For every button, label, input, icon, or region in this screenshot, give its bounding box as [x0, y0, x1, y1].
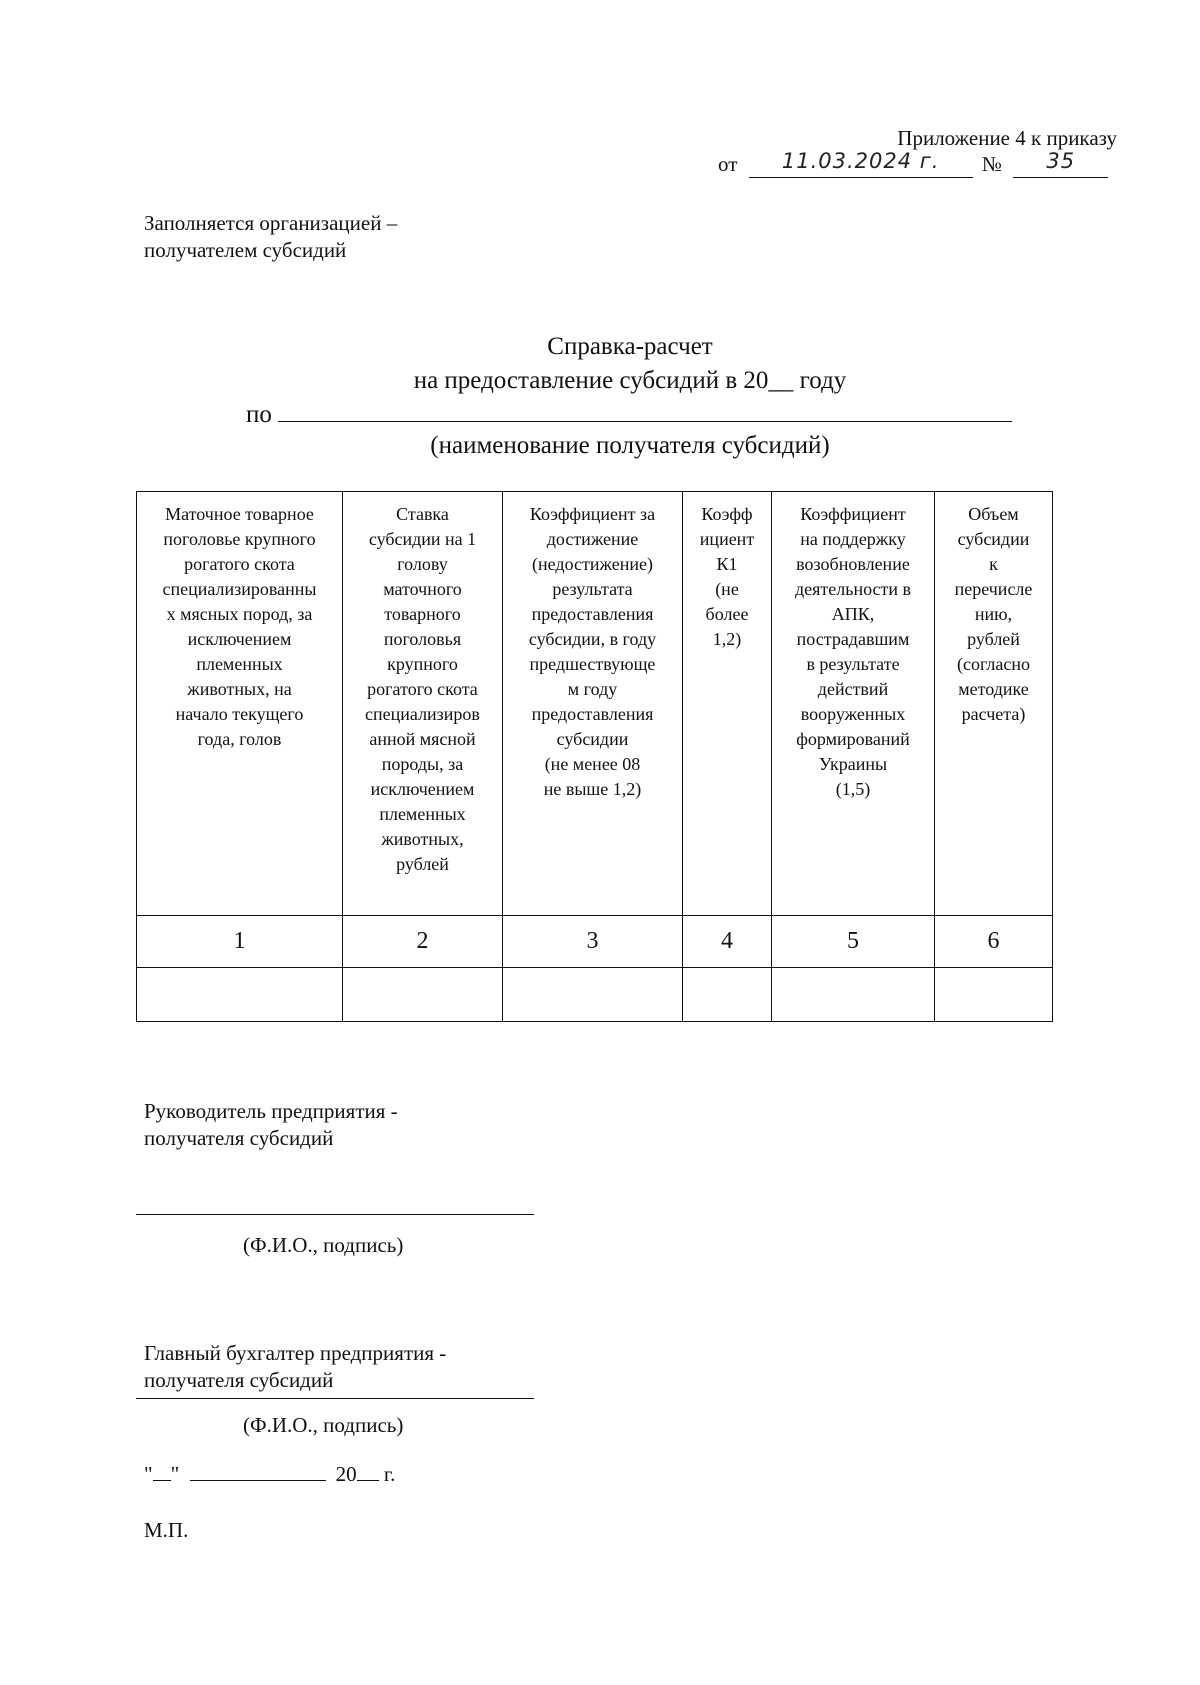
header-text-line: специализированны — [162, 579, 317, 599]
header-text-line: нию, — [974, 604, 1013, 624]
table-column-numbers-row — [137, 916, 1053, 968]
filler-note-line: получателем субсидий — [144, 238, 347, 262]
header-text-line: начало текущего — [175, 704, 304, 724]
header-text-line: к — [989, 554, 998, 574]
header-text-line: предоставления — [531, 604, 654, 624]
header-text-line: вооруженных — [800, 704, 906, 724]
header-text-line: рублей — [967, 629, 1020, 649]
header-text-line: рогатого скота — [367, 679, 478, 699]
recipient-name-field[interactable] — [278, 400, 1012, 422]
data-cell-support-coefficient[interactable] — [772, 968, 935, 1022]
header-text-line: Коэффициент — [800, 504, 906, 524]
table-header-row — [137, 492, 1053, 916]
calculation-table — [136, 491, 1053, 1022]
data-cell-subsidy-rate[interactable] — [343, 968, 503, 1022]
column-number: 3 — [503, 916, 683, 968]
header-text-line: предшествующе — [529, 654, 656, 674]
header-text-line: АПК, — [831, 604, 875, 624]
recipient-po-label: по — [246, 401, 272, 428]
table-data-row — [137, 968, 1053, 1022]
header-text-line: не выше 1,2) — [543, 779, 642, 799]
header-text-line: маточного — [383, 579, 462, 599]
header-text-line: 1,2) — [712, 629, 742, 649]
recipient-line — [246, 400, 1012, 429]
header-text-line: пострадавшим — [796, 629, 910, 649]
header-text-line: ициент — [699, 529, 755, 549]
header-text-line: товарного — [384, 604, 461, 624]
header-cell-achievement-coefficient — [503, 492, 683, 916]
head-signature-caption: (Ф.И.О., подпись) — [243, 1233, 404, 1257]
header-text-line: (не менее 08 — [544, 754, 641, 774]
header-text-line: более — [705, 604, 749, 624]
header-text-line: Маточное товарное — [165, 504, 314, 524]
header-cell-livestock-count — [137, 492, 343, 916]
header-text-line: субсидии, в году — [528, 629, 657, 649]
header-text-line: методике — [958, 679, 1029, 699]
order-number-field[interactable] — [1013, 149, 1108, 178]
header-text-line: м году — [567, 679, 618, 699]
accountant-title-line: Главный бухгалтер предприятия - — [144, 1341, 447, 1365]
header-text-line: Коэфф — [701, 504, 753, 524]
date-close-quote: " — [170, 1462, 180, 1486]
accountant-title-line: получателя субсидий — [144, 1368, 334, 1392]
accountant-signature-field[interactable] — [136, 1398, 534, 1399]
filler-note-line: Заполняется организацией – — [144, 211, 398, 235]
header-text-line: анной мясной — [369, 729, 476, 749]
document-title: Справка-расчет — [547, 333, 713, 360]
header-text-line: субсидии на 1 — [368, 529, 477, 549]
header-text-line: специализиров — [365, 704, 480, 724]
order-from-label: от — [718, 152, 738, 176]
order-date-field[interactable] — [749, 149, 973, 178]
date-year-suffix: г. — [383, 1462, 396, 1486]
header-cell-subsidy-rate — [343, 492, 503, 916]
accountant-signature-caption: (Ф.И.О., подпись) — [243, 1413, 404, 1437]
header-text-line: субсидии — [556, 729, 629, 749]
header-text-line: субсидии — [957, 529, 1030, 549]
header-text-line: Украины — [818, 754, 888, 774]
header-text-line: Ставка — [396, 504, 449, 524]
header-text-line: рогатого скота — [184, 554, 295, 574]
order-reference — [718, 149, 1108, 178]
header-text-line: на поддержку — [800, 529, 906, 549]
column-number: 5 — [772, 916, 935, 968]
data-cell-coefficient-k1[interactable] — [683, 968, 772, 1022]
header-text-line: Объем — [968, 504, 1019, 524]
header-text-line: исключением — [370, 779, 475, 799]
header-text-line: голову — [397, 554, 448, 574]
header-text-line: деятельности в — [794, 579, 912, 599]
header-text-line: животных, — [381, 829, 464, 849]
order-number-handwritten: 35 — [1046, 149, 1076, 173]
column-number: 4 — [683, 916, 772, 968]
header-text-line: достижение — [546, 529, 639, 549]
document-subtitle: на предоставление субсидий в 20__ году — [413, 367, 847, 394]
date-open-quote: " — [144, 1462, 153, 1486]
header-text-line: племенных — [379, 804, 466, 824]
header-text-line: возобновление — [796, 554, 910, 574]
header-text-line: предоставления — [531, 704, 654, 724]
header-text-line: года, голов — [197, 729, 282, 749]
data-cell-subsidy-volume[interactable] — [935, 968, 1053, 1022]
data-cell-achievement-coefficient[interactable] — [503, 968, 683, 1022]
signature-date-line — [144, 1462, 395, 1487]
order-number-label: № — [981, 152, 1002, 176]
order-date-handwritten: 11.03.2024 г. — [781, 149, 940, 173]
header-text-line: поголовья — [383, 629, 462, 649]
header-text-line: Коэффициент за — [529, 504, 656, 524]
head-title-line: Руководитель предприятия - — [144, 1099, 398, 1123]
filler-note — [144, 210, 397, 264]
date-day-field[interactable] — [153, 1463, 171, 1481]
head-signature-field[interactable] — [136, 1214, 534, 1215]
head-title-line: получателя субсидий — [144, 1126, 334, 1150]
header-text-line: поголовье крупного — [163, 529, 316, 549]
header-text-line: в результате — [806, 654, 900, 674]
header-text-line: х мясных пород, за — [166, 604, 313, 624]
column-number: 2 — [343, 916, 503, 968]
header-cell-subsidy-volume — [935, 492, 1053, 916]
header-text-line: исключением — [187, 629, 292, 649]
header-text-line: племенных — [196, 654, 283, 674]
date-year-field[interactable] — [357, 1463, 379, 1481]
data-cell-livestock-count[interactable] — [137, 968, 343, 1022]
column-number: 1 — [137, 916, 343, 968]
header-text-line: породы, за — [381, 754, 464, 774]
date-month-field[interactable] — [190, 1463, 326, 1481]
header-text-line: формирований — [796, 729, 910, 749]
header-cell-support-coefficient — [772, 492, 935, 916]
header-text-line: расчета) — [961, 704, 1026, 724]
head-signature-title — [144, 1098, 398, 1152]
header-text-line: животных, на — [187, 679, 292, 699]
header-text-line: (согласно — [956, 654, 1031, 674]
header-text-line: рублей — [396, 854, 449, 874]
accountant-signature-title — [144, 1340, 446, 1394]
header-text-line: перечисле — [954, 579, 1033, 599]
header-text-line: К1 — [716, 554, 738, 574]
header-text-line: (не — [715, 579, 739, 599]
header-text-line: (1,5) — [835, 779, 871, 799]
stamp-place-label: М.П. — [144, 1518, 189, 1542]
date-year-prefix: 20 — [335, 1462, 357, 1486]
header-text-line: действий — [817, 679, 889, 699]
header-text-line: результата — [552, 579, 633, 599]
header-text-line: крупного — [387, 654, 458, 674]
header-text-line: (недостижение) — [532, 554, 653, 574]
appendix-title: Приложение 4 к приказу — [897, 126, 1117, 150]
column-number: 6 — [935, 916, 1053, 968]
recipient-caption: (наименование получателя субсидий) — [430, 432, 830, 459]
header-cell-coefficient-k1 — [683, 492, 772, 916]
